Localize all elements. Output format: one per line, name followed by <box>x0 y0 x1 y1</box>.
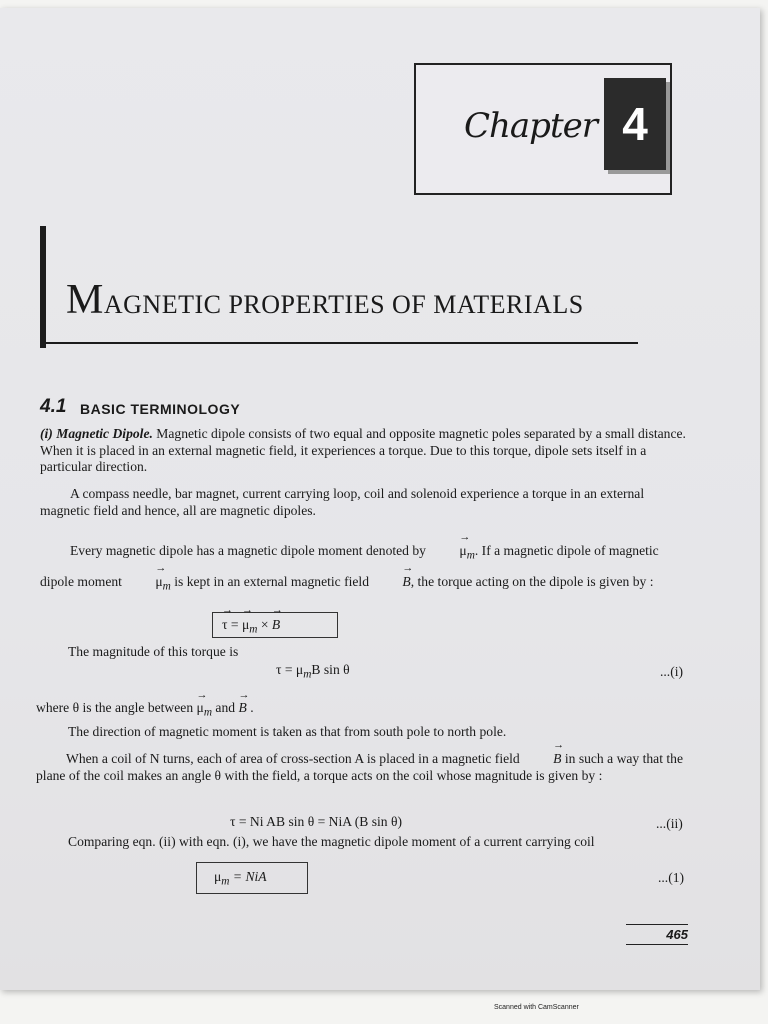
scanner-watermark: Scanned with CamScanner <box>494 1004 579 1011</box>
title-underline <box>40 342 638 344</box>
equation-1: $\mu_m$ = NiA <box>214 869 267 888</box>
text-run: Every magnetic dipole has a magnetic dipole moment denoted by <box>70 543 426 558</box>
mu-vector: → $\mu_m$ <box>429 538 474 569</box>
equation-ii: τ = Ni AB sin θ = NiA (B sin θ) <box>230 814 403 829</box>
comparing-text: Comparing eqn. (ii) with eqn. (i), we have the magnetic dipole moment of a current carrying coil <box>68 834 595 849</box>
section-title: BASIC TERMINOLOGY <box>80 401 241 417</box>
b-vector: → B <box>372 569 410 594</box>
title-bracket <box>40 226 46 348</box>
chapter-label: Chapter <box>464 106 597 146</box>
paragraph-dipole-moment <box>40 538 690 599</box>
paragraph-magnetic-dipole <box>40 426 690 476</box>
chapter-number: 4 <box>604 78 666 170</box>
paragraph-dipoles: A compass needle, bar magnet, current carrying loop, coil and solenoid experience a torque in an external magnetic field and hence, all are magnetic dipoles. <box>40 486 645 518</box>
equation-number-i: ...(i) <box>660 664 684 679</box>
magnitude-text: The magnitude of this torque is <box>68 644 239 659</box>
mu-vector: → $\mu_m$ <box>125 569 170 600</box>
section-number: 4.1 <box>40 396 67 417</box>
para-label: (i) Magnetic Dipole. <box>40 426 153 441</box>
angle-definition: where θ is the angle between → $\mu_m$ and → B . <box>36 700 676 721</box>
torque-equation: → τ = → $\mu_m$ × → B <box>222 617 280 636</box>
direction-text: The direction of magnetic moment is taken as that from south pole to north pole. <box>68 724 507 739</box>
para-text: Magnetic dipole consists of two equal and opposite magnetic poles separated by a small distance. When it is placed in an external magnetic field, it experiences a torque. Due to this torque, dipole sets itself in a particular direction. <box>40 426 686 474</box>
equation-number-1: ...(1) <box>658 870 685 885</box>
text-run: is kept in an external magnetic field <box>174 573 370 589</box>
coil-paragraph: When a coil of N turns, each of area of cross-section A is placed in a magnetic field → B in such a way that the plane of the coil makes an angle θ with the field, a torque acts on the coil whose magnitude is given by : <box>36 750 690 784</box>
book-page <box>0 8 760 990</box>
text-run: . If a magnetic dipole of magnetic dipole moment <box>40 543 659 589</box>
page-number: 465 <box>626 924 688 945</box>
text-run: , the torque acting on the dipole is given by : <box>410 573 654 589</box>
title-rest: AGNETIC PROPERTIES OF MATERIALS <box>103 290 584 319</box>
title-initial: M <box>66 277 104 323</box>
equation-number-ii: ...(ii) <box>656 816 683 831</box>
chapter-title <box>66 276 584 324</box>
equation-i: $\tau = \mu_mB$ sin θ <box>276 662 350 681</box>
